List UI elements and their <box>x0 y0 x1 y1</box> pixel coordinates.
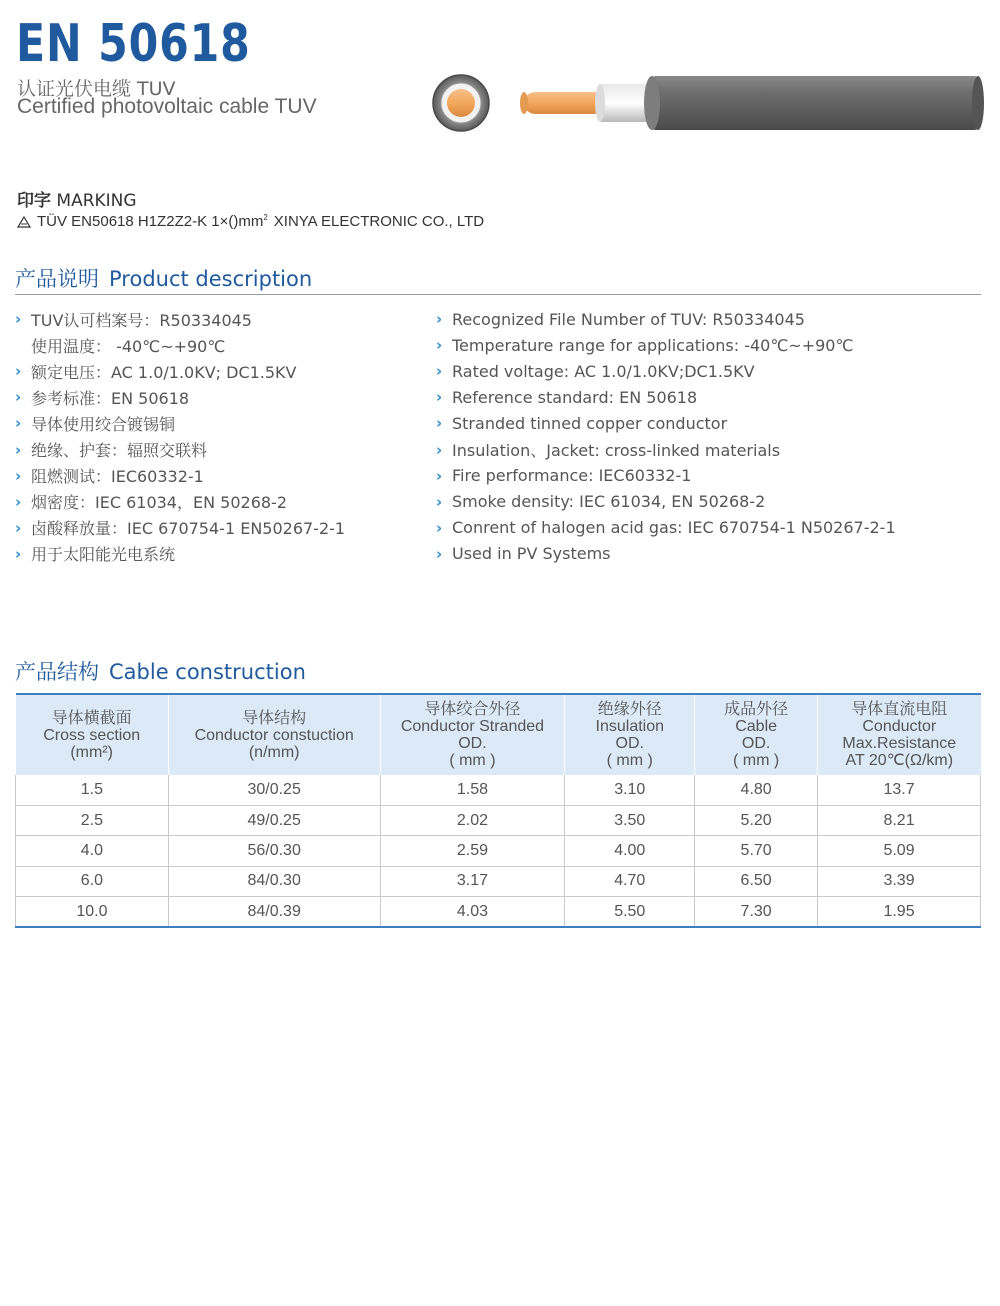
table-header-line: Max.Resistance <box>842 735 957 752</box>
chevron-right-icon: › <box>436 492 443 511</box>
marking-code: TÜV EN50618 H1Z2Z2-K 1×()mm <box>37 213 264 230</box>
table-cell: 84/0.39 <box>168 897 380 927</box>
list-item <box>436 541 981 567</box>
list-item <box>15 410 425 436</box>
list-item-text: Reference standard: EN 50618 <box>452 387 698 407</box>
table-header-cell <box>565 694 695 775</box>
table-header-line: 导体绞合外径 <box>424 701 521 718</box>
cable-cross-section <box>433 75 489 131</box>
chevron-right-icon: › <box>15 492 22 511</box>
list-item-text: 额定电压：AC 1.0/1.0KV; DC1.5KV <box>31 362 297 382</box>
list-item-text: 卤酸释放量：IEC 670754-1 EN50267-2-1 <box>31 519 346 539</box>
table-row <box>16 866 981 896</box>
table-cell: 3.10 <box>565 775 695 805</box>
table-header-line: ( mm ) <box>606 752 653 769</box>
table-cell: 4.80 <box>695 775 818 805</box>
table-header-line: Conductor Stranded <box>400 718 545 735</box>
list-item <box>15 463 425 489</box>
table-header-cell <box>818 694 981 775</box>
table-cell: 5.50 <box>565 897 695 927</box>
marking-text <box>17 213 484 230</box>
list-item-text: 烟密度：IEC 61034，EN 50268-2 <box>31 493 288 513</box>
cable-construction-table <box>15 693 981 928</box>
list-item <box>436 306 981 332</box>
chevron-right-icon: › <box>436 414 443 433</box>
table-header-line: OD. <box>615 735 644 752</box>
cable-construction-heading-cn: 产品结构 <box>15 660 99 684</box>
list-item <box>15 436 425 462</box>
table-cell: 5.70 <box>695 836 818 866</box>
list-item-text: 用于太阳能光电系统 <box>31 545 176 565</box>
chevron-right-icon: › <box>436 518 443 537</box>
table-cell: 4.03 <box>380 897 565 927</box>
list-item-text: Rated voltage: AC 1.0/1.0KV;DC1.5KV <box>452 361 755 381</box>
table-cell: 5.20 <box>695 805 818 835</box>
chevron-right-icon: › <box>436 388 443 407</box>
table-header-cell <box>695 694 818 775</box>
table-cell: 8.21 <box>818 805 981 835</box>
table-header-line: Conductor constuction <box>194 726 354 744</box>
table-cell: 2.59 <box>380 836 565 866</box>
product-description-heading-cn: 产品说明 <box>15 267 99 291</box>
chevron-right-icon: › <box>15 388 22 407</box>
table-header-line: Conductor <box>862 718 937 735</box>
table-header-line: 导体直流电阻 <box>851 701 948 718</box>
list-item <box>15 515 425 541</box>
chevron-right-icon: › <box>436 466 443 485</box>
marking-superscript: 2 <box>263 213 268 222</box>
table-cell: 4.70 <box>565 866 695 896</box>
chevron-right-icon: › <box>436 336 443 355</box>
table-header-line: (n/mm) <box>248 743 300 761</box>
table-header-line: 导体结构 <box>242 709 307 727</box>
marking-heading <box>17 186 137 211</box>
marking-triangle-icon <box>17 216 31 228</box>
table-cell: 1.58 <box>380 775 565 805</box>
list-item-text: Conrent of halogen acid gas: IEC 670754-1 N50267-2-1 <box>452 518 896 538</box>
table-cell: 84/0.30 <box>168 866 380 896</box>
chevron-right-icon: › <box>436 310 443 329</box>
list-item-text: Recognized File Number of TUV: R50334045 <box>452 309 805 329</box>
list-item <box>436 384 981 410</box>
table-header-cell <box>168 694 380 775</box>
cable-construction-heading <box>15 656 306 686</box>
list-item-text: Used in PV Systems <box>452 544 611 564</box>
chevron-right-icon: › <box>15 414 22 433</box>
list-item-text: 绝缘、护套：辐照交联料 <box>31 441 208 461</box>
list-item <box>15 332 425 358</box>
marking-company: XINYA ELECTRONIC CO., LTD <box>273 213 485 230</box>
chevron-right-icon: › <box>436 362 443 381</box>
cable-construction-heading-en: Cable construction <box>109 660 306 684</box>
description-list-en <box>436 306 981 567</box>
list-item <box>436 489 981 515</box>
chevron-right-icon: › <box>15 310 22 329</box>
table-cell: 5.09 <box>818 836 981 866</box>
list-item-text: TUV认可档案号：R50334045 <box>31 310 252 330</box>
product-description-heading-en: Product description <box>109 267 313 291</box>
subtitle-english: Certified photovoltaic cable TUV <box>17 95 317 118</box>
list-item <box>15 384 425 410</box>
list-item-text: Insulation、Jacket: cross-linked materials <box>452 441 781 461</box>
list-item <box>436 463 981 489</box>
table-header-row <box>16 694 981 775</box>
page-title: EN 50618 <box>16 14 251 74</box>
table-header-line: 绝缘外径 <box>597 701 662 718</box>
table-cell: 30/0.25 <box>168 775 380 805</box>
chevron-right-icon: › <box>436 440 443 459</box>
table-cell: 2.5 <box>16 805 169 835</box>
list-item <box>15 489 425 515</box>
table-cell: 1.5 <box>16 775 169 805</box>
list-item <box>436 515 981 541</box>
table-cell: 2.02 <box>380 805 565 835</box>
chevron-right-icon: › <box>15 466 22 485</box>
table-cell: 49/0.25 <box>168 805 380 835</box>
list-item-text: 阻燃测试：IEC60332-1 <box>31 467 204 487</box>
table-cell: 10.0 <box>16 897 169 927</box>
subtitle-chinese: 认证光伏电缆 TUV <box>17 78 176 100</box>
list-item <box>15 358 425 384</box>
table-header-cell <box>16 694 169 775</box>
table-header-line: 成品外径 <box>724 701 789 718</box>
chevron-right-icon: › <box>15 518 22 537</box>
cable-illustration <box>430 70 990 136</box>
list-item-text: 参考标准：EN 50618 <box>31 388 190 408</box>
description-list-cn <box>15 306 425 567</box>
list-item <box>15 306 425 332</box>
list-item <box>436 358 981 384</box>
list-item <box>436 410 981 436</box>
table-header-line: Cable <box>735 718 778 735</box>
table-cell: 3.50 <box>565 805 695 835</box>
table-cell: 7.30 <box>695 897 818 927</box>
table-cell: 1.95 <box>818 897 981 927</box>
table-row <box>16 836 981 866</box>
cable-side-view <box>520 76 984 130</box>
marking-heading-cn: 印字 <box>17 191 51 211</box>
table-cell: 3.17 <box>380 866 565 896</box>
table-row <box>16 897 981 927</box>
table-cell: 4.0 <box>16 836 169 866</box>
marking-heading-en: MARKING <box>56 191 137 211</box>
table-row <box>16 775 981 805</box>
table-header-cell <box>380 694 565 775</box>
table-header-line: (mm²) <box>70 743 113 761</box>
list-item <box>436 332 981 358</box>
chevron-right-icon: › <box>15 440 22 459</box>
table-header-line: OD. <box>741 735 771 752</box>
table-cell: 6.50 <box>695 866 818 896</box>
chevron-right-icon: › <box>15 544 22 563</box>
product-description-heading <box>15 263 312 293</box>
table-header-line: Cross section <box>43 726 141 744</box>
list-item <box>15 541 425 567</box>
table-header-line: OD. <box>458 735 487 752</box>
list-item-text: Stranded tinned copper conductor <box>452 413 728 433</box>
list-item-text: 使用温度： -40℃~+90℃ <box>31 336 226 356</box>
list-item-text: Fire performance: IEC60332-1 <box>452 466 692 486</box>
table-header-line: Insulation <box>595 718 665 735</box>
table-cell: 4.00 <box>565 836 695 866</box>
list-item-text: Smoke density: IEC 61034, EN 50268-2 <box>452 492 766 512</box>
list-item-text: 导体使用绞合镀锡铜 <box>31 414 176 434</box>
chevron-right-icon: › <box>15 362 22 381</box>
table-row <box>16 805 981 835</box>
table-header-line: ( mm ) <box>449 752 496 769</box>
table-cell: 6.0 <box>16 866 169 896</box>
list-item-text: Temperature range for applications: -40℃~+90℃ <box>452 335 854 355</box>
table-header-line: AT 20℃(Ω/km) <box>845 752 954 769</box>
table-cell: 13.7 <box>818 775 981 805</box>
table-header-line: ( mm ) <box>733 752 780 769</box>
list-item <box>436 436 981 462</box>
chevron-right-icon: › <box>436 544 443 563</box>
table-cell: 3.39 <box>818 866 981 896</box>
table-header-line: 导体横截面 <box>51 709 132 727</box>
table-cell: 56/0.30 <box>168 836 380 866</box>
section-divider <box>15 294 981 295</box>
